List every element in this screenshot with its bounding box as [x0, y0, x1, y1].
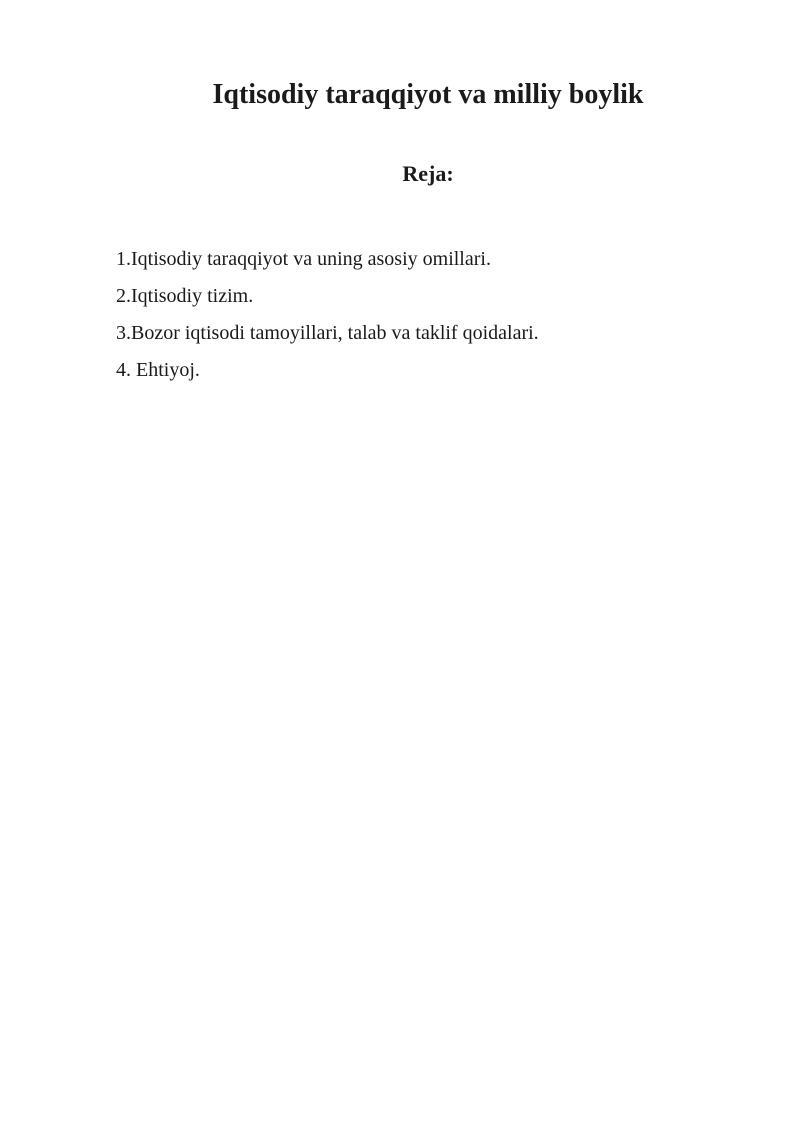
plan-heading: Reja: [402, 161, 454, 186]
plan-item-2: 2.Iqtisodiy tizim. [116, 285, 254, 307]
plan-item-3: 3.Bozor iqtisodi tamoyillari, talab va taklif qoidalari. [116, 322, 539, 344]
plan-item-1: 1.Iqtisodiy taraqqiyot va uning asosiy omillari. [116, 248, 491, 270]
plan-item-4: 4. Ehtiyoj. [116, 359, 200, 381]
document-title: Iqtisodiy taraqqiyot va milliy boylik [212, 79, 644, 110]
plan-list [116, 241, 539, 389]
